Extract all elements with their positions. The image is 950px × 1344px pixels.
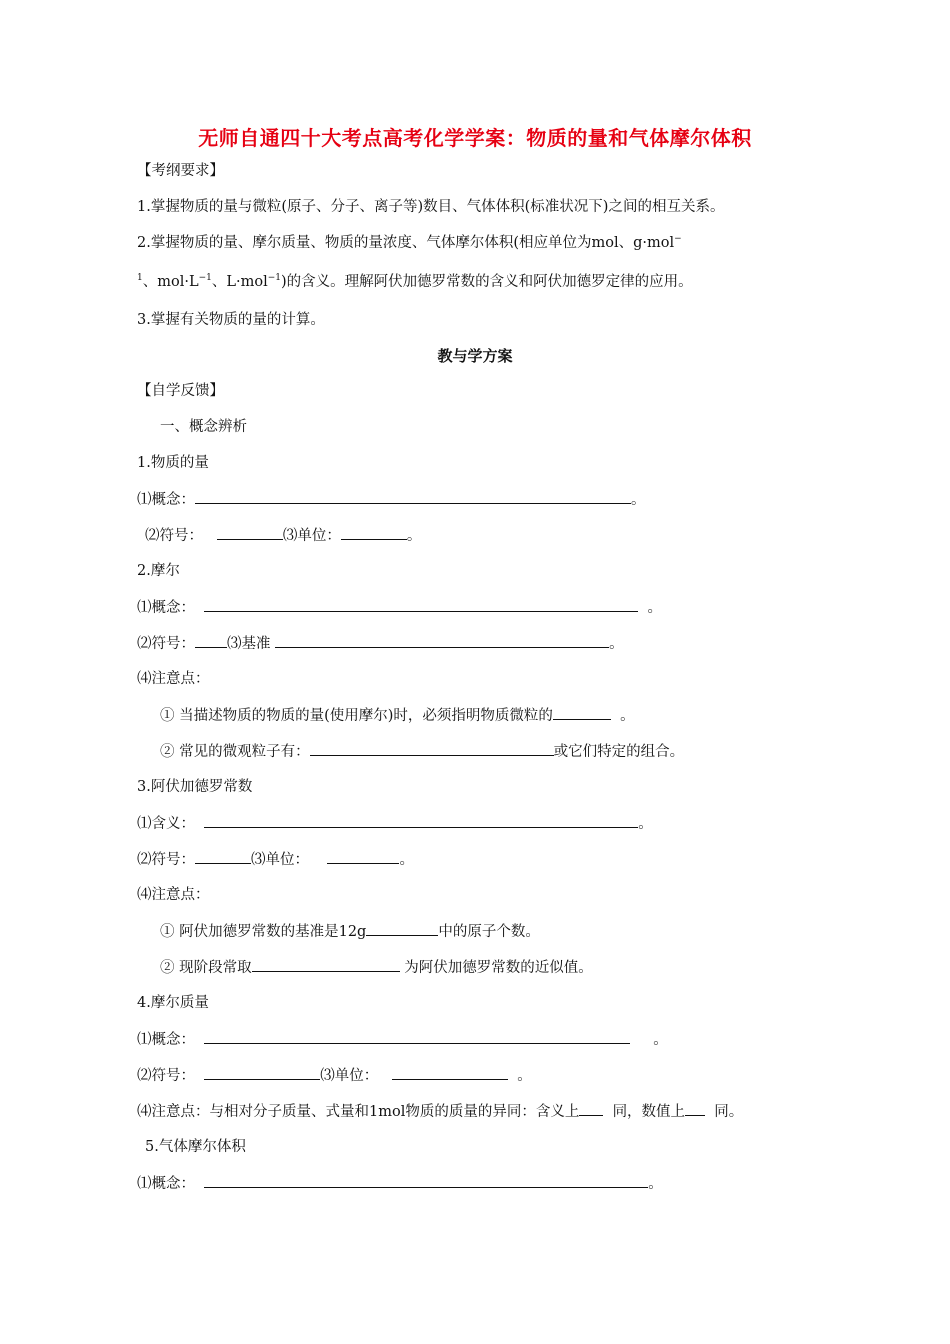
syllabus-header: 【考纲要求】	[137, 163, 224, 179]
s3-symbol-blank	[195, 849, 251, 864]
section-heading: 一、概念辨析	[160, 419, 247, 435]
s4-concept-blank	[204, 1029, 630, 1044]
s1-concept-blank	[195, 489, 631, 504]
s4-concept: ⑴概念： 。	[137, 1029, 668, 1050]
s4-notes: ⑷注意点：与相对分子质量、式量和1mol物质的质量的异同：含义上 同，数值上 同。	[137, 1101, 743, 1122]
s3-meaning: ⑴含义： 。	[137, 813, 653, 834]
s1-concept: ⑴概念： 。	[137, 489, 646, 510]
s2-concept-blank	[204, 597, 638, 612]
s2-symbol-basis: ⑵符号： ⑶基准 。	[137, 633, 624, 654]
s2-heading: 2.摩尔	[137, 563, 180, 579]
s3-meaning-blank	[204, 813, 638, 828]
s3-note2-blank	[252, 957, 400, 972]
s4-heading: 4.摩尔质量	[137, 995, 209, 1011]
s2-notes: ⑷注意点：	[137, 671, 210, 687]
s4-meaning-blank	[579, 1101, 603, 1116]
s1-symbol-blank	[217, 525, 283, 540]
s3-note1-blank	[366, 921, 438, 936]
s1-unit-blank	[341, 525, 407, 540]
syllabus-item-1: 1.掌握物质的量与微粒(原子、分子、离子等)数目、气体体积(标准状况下)之间的相互关系。	[137, 199, 725, 215]
self-study-header: 【自学反馈】	[137, 383, 224, 399]
plan-title: 教与学方案	[437, 347, 513, 365]
s2-symbol-blank	[195, 633, 227, 648]
s2-concept: ⑴概念： 。	[137, 597, 662, 618]
syllabus-item-2b: $^1$、$mol\cdot L^{-1}$、L·mol$^{-1}$)的含义。理解阿伏加德罗常数的含义和阿伏加德罗定律的应用。	[137, 273, 693, 290]
s2-note-2: ② 常见的微观粒子有： 或它们特定的组合。	[160, 741, 684, 762]
s2-note-1: ① 当描述物质的物质的量(使用摩尔)时，必须指明物质微粒的 。	[160, 705, 635, 726]
s2-note1-blank	[553, 705, 611, 720]
s5-heading: 5.气体摩尔体积	[145, 1139, 246, 1155]
s3-unit-blank	[327, 849, 399, 864]
s3-notes: ⑷注意点：	[137, 887, 210, 903]
s2-note2-blank	[310, 741, 554, 756]
s2-basis-blank	[275, 633, 609, 648]
s3-note-1: ① 阿伏加德罗常数的基准是12g 中的原子个数。	[160, 921, 540, 942]
s4-symbol-blank	[204, 1065, 320, 1080]
s4-unit-blank	[392, 1065, 508, 1080]
s5-concept-blank	[204, 1173, 648, 1188]
document-title: 无师自通四十大考点高考化学学案：物质的量和气体摩尔体积	[198, 126, 752, 150]
s5-concept: ⑴概念： 。	[137, 1173, 663, 1194]
s4-value-blank	[685, 1101, 705, 1116]
s1-heading: 1.物质的量	[137, 455, 209, 471]
s4-symbol-unit: ⑵符号： ⑶单位： 。	[137, 1065, 532, 1086]
s3-note-2: ② 现阶段常取 为阿伏加德罗常数的近似值。	[160, 957, 593, 978]
s1-symbol-unit: ⑵符号： ⑶单位： 。	[145, 525, 421, 546]
s3-symbol-unit: ⑵符号： ⑶单位： 。	[137, 849, 414, 870]
s3-heading: 3.阿伏加德罗常数	[137, 779, 253, 795]
syllabus-item-3: 3.掌握有关物质的量的计算。	[137, 312, 325, 328]
syllabus-item-2a: 2.掌握物质的量、摩尔质量、物质的量浓度、气体摩尔体积(相应单位为mol、g·mol−	[137, 234, 682, 251]
